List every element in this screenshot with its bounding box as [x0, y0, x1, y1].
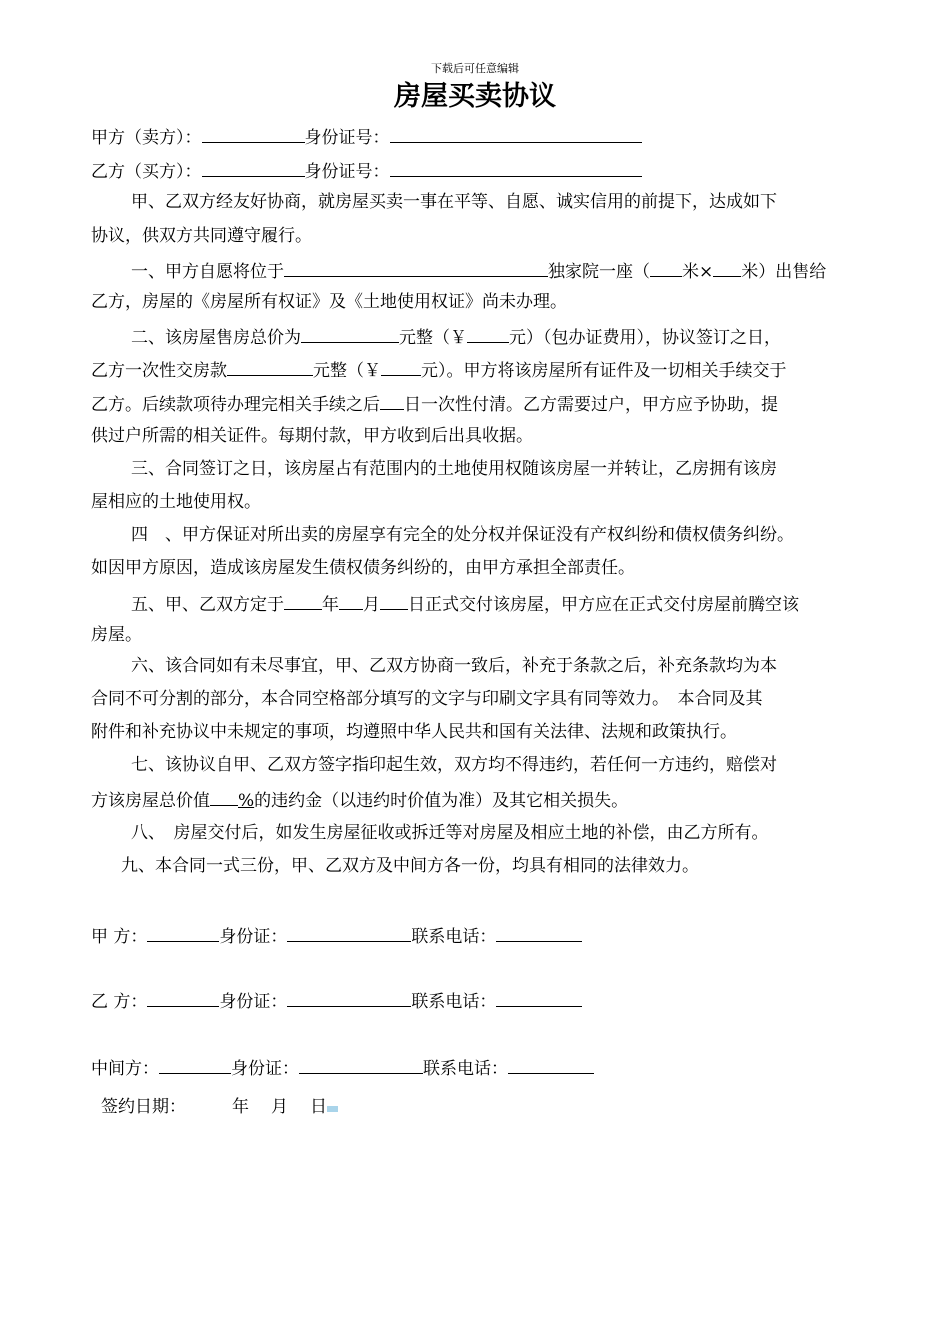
seller-name-blank[interactable] [202, 124, 305, 143]
house-location-blank[interactable] [284, 258, 548, 277]
delivery-day-blank[interactable] [380, 591, 408, 610]
penalty-percent-blank[interactable] [210, 787, 238, 806]
clause-1-line-1: 一、甲方自愿将位于 独家院一座（ 米× 米）出售给 [131, 258, 826, 283]
middle-name-blank[interactable] [159, 1055, 231, 1074]
clause-2-line-4: 供过户所需的相关证件。每期付款，甲方收到后出具收据。 [91, 426, 533, 446]
signing-date: 签约日期： 年 月 日 [101, 1096, 338, 1118]
clause-4-line-1: 四 、甲方保证对所出卖的房屋享有完全的处分权并保证没有产权纠纷和债权债务纠纷。 [131, 525, 794, 545]
clause-3-line-2: 屋相应的土地使用权。 [91, 492, 261, 512]
middle-id-blank[interactable] [299, 1055, 423, 1074]
clause-5-line-1: 五、甲、乙双方定于 年 月 日正式交付该房屋，甲方应在正式交付房屋前腾空该 [131, 591, 799, 616]
clause-2-line-3: 乙方。后续款项待办理完相关手续之后 日一次性付清。乙方需要过户，甲方应予协助，提 [91, 391, 778, 416]
intro-line-1: 甲、乙双方经友好协商，就房屋买卖一事在平等、自愿、诚实信用的前提下，达成如下 [131, 192, 777, 212]
payment-blank[interactable] [227, 357, 313, 376]
page-title: 房屋买卖协议 [394, 81, 556, 112]
clause-2-line-2: 乙方一次性交房款 元整（￥ 元）。甲方将该房屋所有证件及一切相关手续交于 [91, 357, 787, 382]
delivery-year-blank[interactable] [284, 591, 322, 610]
intro-line-2: 协议，供双方共同遵守履行。 [91, 226, 312, 246]
signature-middle: 中间方： 身份证： 联系电话： [91, 1055, 594, 1080]
clause-9: 九、本合同一式三份，甲、乙双方及中间方各一份，均具有相同的法律效力。 [121, 856, 699, 876]
middle-phone-blank[interactable] [508, 1055, 594, 1074]
seller-line: 甲方（卖方）： 身份证号： [91, 124, 642, 149]
payment-figure-blank[interactable] [381, 357, 421, 376]
clause-6-line-3: 附件和补充协议中未规定的事项，均遵照中华人民共和国有关法律、法规和政策执行。 [91, 722, 737, 742]
edit-note: 下载后可任意编辑 [431, 62, 519, 75]
buyer-name-blank[interactable] [202, 158, 305, 177]
party-a-phone-blank[interactable] [496, 923, 582, 942]
length-blank[interactable] [713, 258, 741, 277]
width-blank[interactable] [650, 258, 682, 277]
buyer-line: 乙方（买方）： 身份证号： [91, 158, 642, 183]
party-b-name-blank[interactable] [147, 988, 219, 1007]
cursor-highlight [327, 1106, 338, 1112]
party-b-phone-blank[interactable] [496, 988, 582, 1007]
delivery-month-blank[interactable] [339, 591, 363, 610]
clause-7-line-2: 方该房屋总价值 %的违约金（以违约时价值为准）及其它相关损失。 [91, 787, 628, 812]
clause-7-line-1: 七、该协议自甲、乙双方签字指印起生效，双方均不得违约，若任何一方违约，赔偿对 [131, 755, 777, 775]
clause-1-line-2: 乙方，房屋的《房屋所有权证》及《土地使用权证》尚未办理。 [91, 292, 567, 312]
party-a-id-blank[interactable] [287, 923, 411, 942]
clause-6-line-2: 合同不可分割的部分，本合同空格部分填写的文字与印刷文字具有同等效力。 本合同及其 [91, 689, 763, 709]
total-price-figure-blank[interactable] [467, 324, 509, 343]
clause-6-line-1: 六、该合同如有未尽事宜，甲、乙双方协商一致后，补充于条款之后，补充条款均为本 [131, 656, 777, 676]
buyer-id-blank[interactable] [390, 158, 642, 177]
days-blank[interactable] [380, 391, 404, 410]
clause-3-line-1: 三、合同签订之日，该房屋占有范围内的土地使用权随该房屋一并转让，乙房拥有该房 [131, 459, 777, 479]
clause-4-line-2: 如因甲方原因，造成该房屋发生债权债务纠纷的，由甲方承担全部责任。 [91, 558, 635, 578]
total-price-blank[interactable] [301, 324, 399, 343]
party-a-name-blank[interactable] [147, 923, 219, 942]
party-b-id-blank[interactable] [287, 988, 411, 1007]
seller-id-blank[interactable] [390, 124, 642, 143]
clause-5-line-2: 房屋。 [91, 625, 142, 645]
signature-party-b: 乙 方： 身份证： 联系电话： [91, 988, 582, 1013]
clause-2-line-1: 二、该房屋售房总价为 元整（￥ 元）（包办证费用），协议签订之日， [131, 324, 781, 349]
clause-8: 八、 房屋交付后，如发生房屋征收或拆迁等对房屋及相应土地的补偿，由乙方所有。 [131, 823, 769, 843]
signature-party-a: 甲 方： 身份证： 联系电话： [91, 923, 582, 948]
